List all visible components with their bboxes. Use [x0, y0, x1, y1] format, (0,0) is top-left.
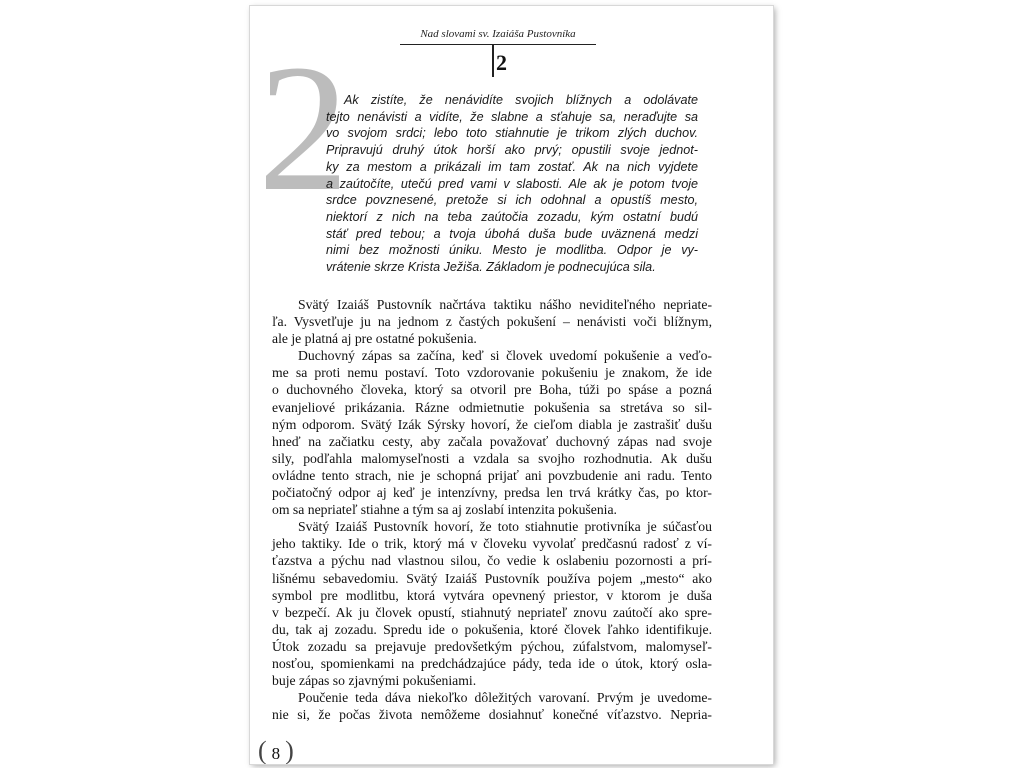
body-line: ale je platná aj pre ostatné pokušenia.: [272, 331, 477, 347]
quote-line: vo svojom srdci; lebo toto stiahnutie je trikom zlých duchov.: [326, 126, 698, 141]
body-line: Poučenie teda dáva niekoľko dôležitých varovaní. Prvým je uvedome-: [298, 690, 712, 706]
body-line: lišnému sebavedomiu. Svätý Izaiáš Pustovník používa pojem „mesto“ ako: [272, 570, 712, 586]
body-line: buje zápas so zjavnými pokušeniami.: [272, 673, 477, 689]
body-line: počiatočný odpor aj keď je intenzívny, predsa len trvá krátky čas, po ktor-: [272, 485, 712, 501]
body-line: ťazstva a pýchu nad vlastnou silou, čo vedie k oslabeniu pozornosti a prí-: [272, 553, 712, 569]
body-line: symbol pre modlitbu, ktorá vytvára opevnený priestor, v ktorom je duša: [272, 587, 712, 603]
book-page: [250, 6, 773, 764]
body-line: om sa nepriateľ stiahne a tým sa aj zoslabí intenzita pokušenia.: [272, 502, 617, 518]
body-line: Svätý Izaiáš Pustovník hovorí, že toto stiahnutie protivníka je súčasťou: [298, 519, 712, 535]
body-line: ľa. Vysvetľuje ju na jednom z častých pokušení – nenávisti voči blížnym,: [272, 314, 712, 330]
quote-line: Pripravujú druhý útok horší ako prvý; opustili svoje jednot-: [326, 143, 698, 158]
body-line: nosťou, spomienkami na predchádzajúce pády, teda ide o útok, ktorý osla-: [272, 655, 712, 671]
folio-open-paren: (: [258, 736, 267, 764]
chapter-divider: [492, 44, 494, 77]
epigraph-quote: [326, 92, 698, 276]
body-line: hneď na začiatku cesty, aby začala považovať duchovný zápas nad svoje: [272, 433, 712, 449]
folio-close-paren: ): [285, 736, 294, 764]
body-line: v bezpečí. Ak ju človek opustí, stiahnutý nepriateľ znovu zaútočí ako spre-: [272, 604, 712, 620]
quote-line: niektorí z nich na teba zaútočia zozadu, kým ostatní budú: [326, 209, 698, 224]
quote-line: Ak zistíte, že nenávidíte svojich blížnych a odolávate: [344, 93, 698, 107]
body-line: Duchovný zápas sa začína, keď si človek uvedomí pokušenie a veďo-: [298, 348, 712, 364]
header-rule: [400, 44, 596, 45]
drop-numeral: 2: [258, 28, 349, 229]
body-line: du, tak aj zozadu. Spredu ide o pokušenia, ktoré človek ľahko identifikuje.: [272, 621, 712, 637]
chapter-number: 2: [496, 50, 507, 75]
page-number: [258, 736, 294, 764]
body-line: Útok zozadu sa prejavuje predovšetkým pýchou, zúfalstvom, malomyseľ-: [272, 638, 712, 654]
quote-line: srdce povznesené, pretože si ich odohnal a opustíš mesto,: [326, 193, 698, 208]
folio-number: 8: [271, 744, 281, 763]
body-line: evanjeliové prikázania. Rázne odmietnutie pokušenia sa stretáva so sil-: [272, 399, 712, 415]
body-line: me sa proti nemu postaví. Toto vzdorovanie pokušeniu je znakom, že ide: [272, 365, 712, 381]
body-line: sily, podľahla malomyseľnosti a vzdala sa svojho rozhodnutia. Ak dušu: [272, 450, 712, 466]
body-line: ovládne tento strach, nie je schopná prijať ani povzbudenie ani radu. Tento: [272, 467, 712, 483]
quote-line: ky za mestom a prikázali im tam zostať. Ak na nich vyjdete: [326, 159, 698, 174]
quote-line: tejto nenávisti a vidíte, že slabne a sťahuje sa, neraďujte sa: [326, 109, 698, 124]
body-text: [272, 296, 712, 723]
body-line: nie si, že počas života nemôžeme dosiahnuť konečné víťazstvo. Nepria-: [272, 707, 712, 723]
body-line: o duchovného človeka, ktorý sa otvoril pre Boha, túži po spáse a pozná: [272, 382, 712, 398]
quote-line: a zaútočíte, utečú pred vami v slabosti. Ale ak je potom tvoje: [326, 176, 698, 191]
quote-line: nimi bez možnosti úniku. Mesto je modlitba. Odpor je vy-: [326, 243, 698, 258]
body-line: Svätý Izaiáš Pustovník načrtáva taktiku nášho neviditeľného nepriate-: [298, 297, 712, 312]
running-head: Nad slovami sv. Izaiáša Pustovníka: [420, 28, 576, 40]
quote-line: stáť pred tebou; a tvoja úbohá duša bude uväznená medzi: [326, 226, 698, 241]
quote-line: vrátenie skrze Krista Ježiša. Základom je podnecujúca sila.: [326, 260, 656, 275]
body-line: ným odporom. Svätý Izák Sýrsky hovorí, že cieľom diabla je zastrašiť dušu: [272, 416, 712, 432]
body-line: jeho taktiky. Ide o trik, ktorý má v človeku vyvolať predčasnú radosť z ví-: [272, 536, 712, 552]
